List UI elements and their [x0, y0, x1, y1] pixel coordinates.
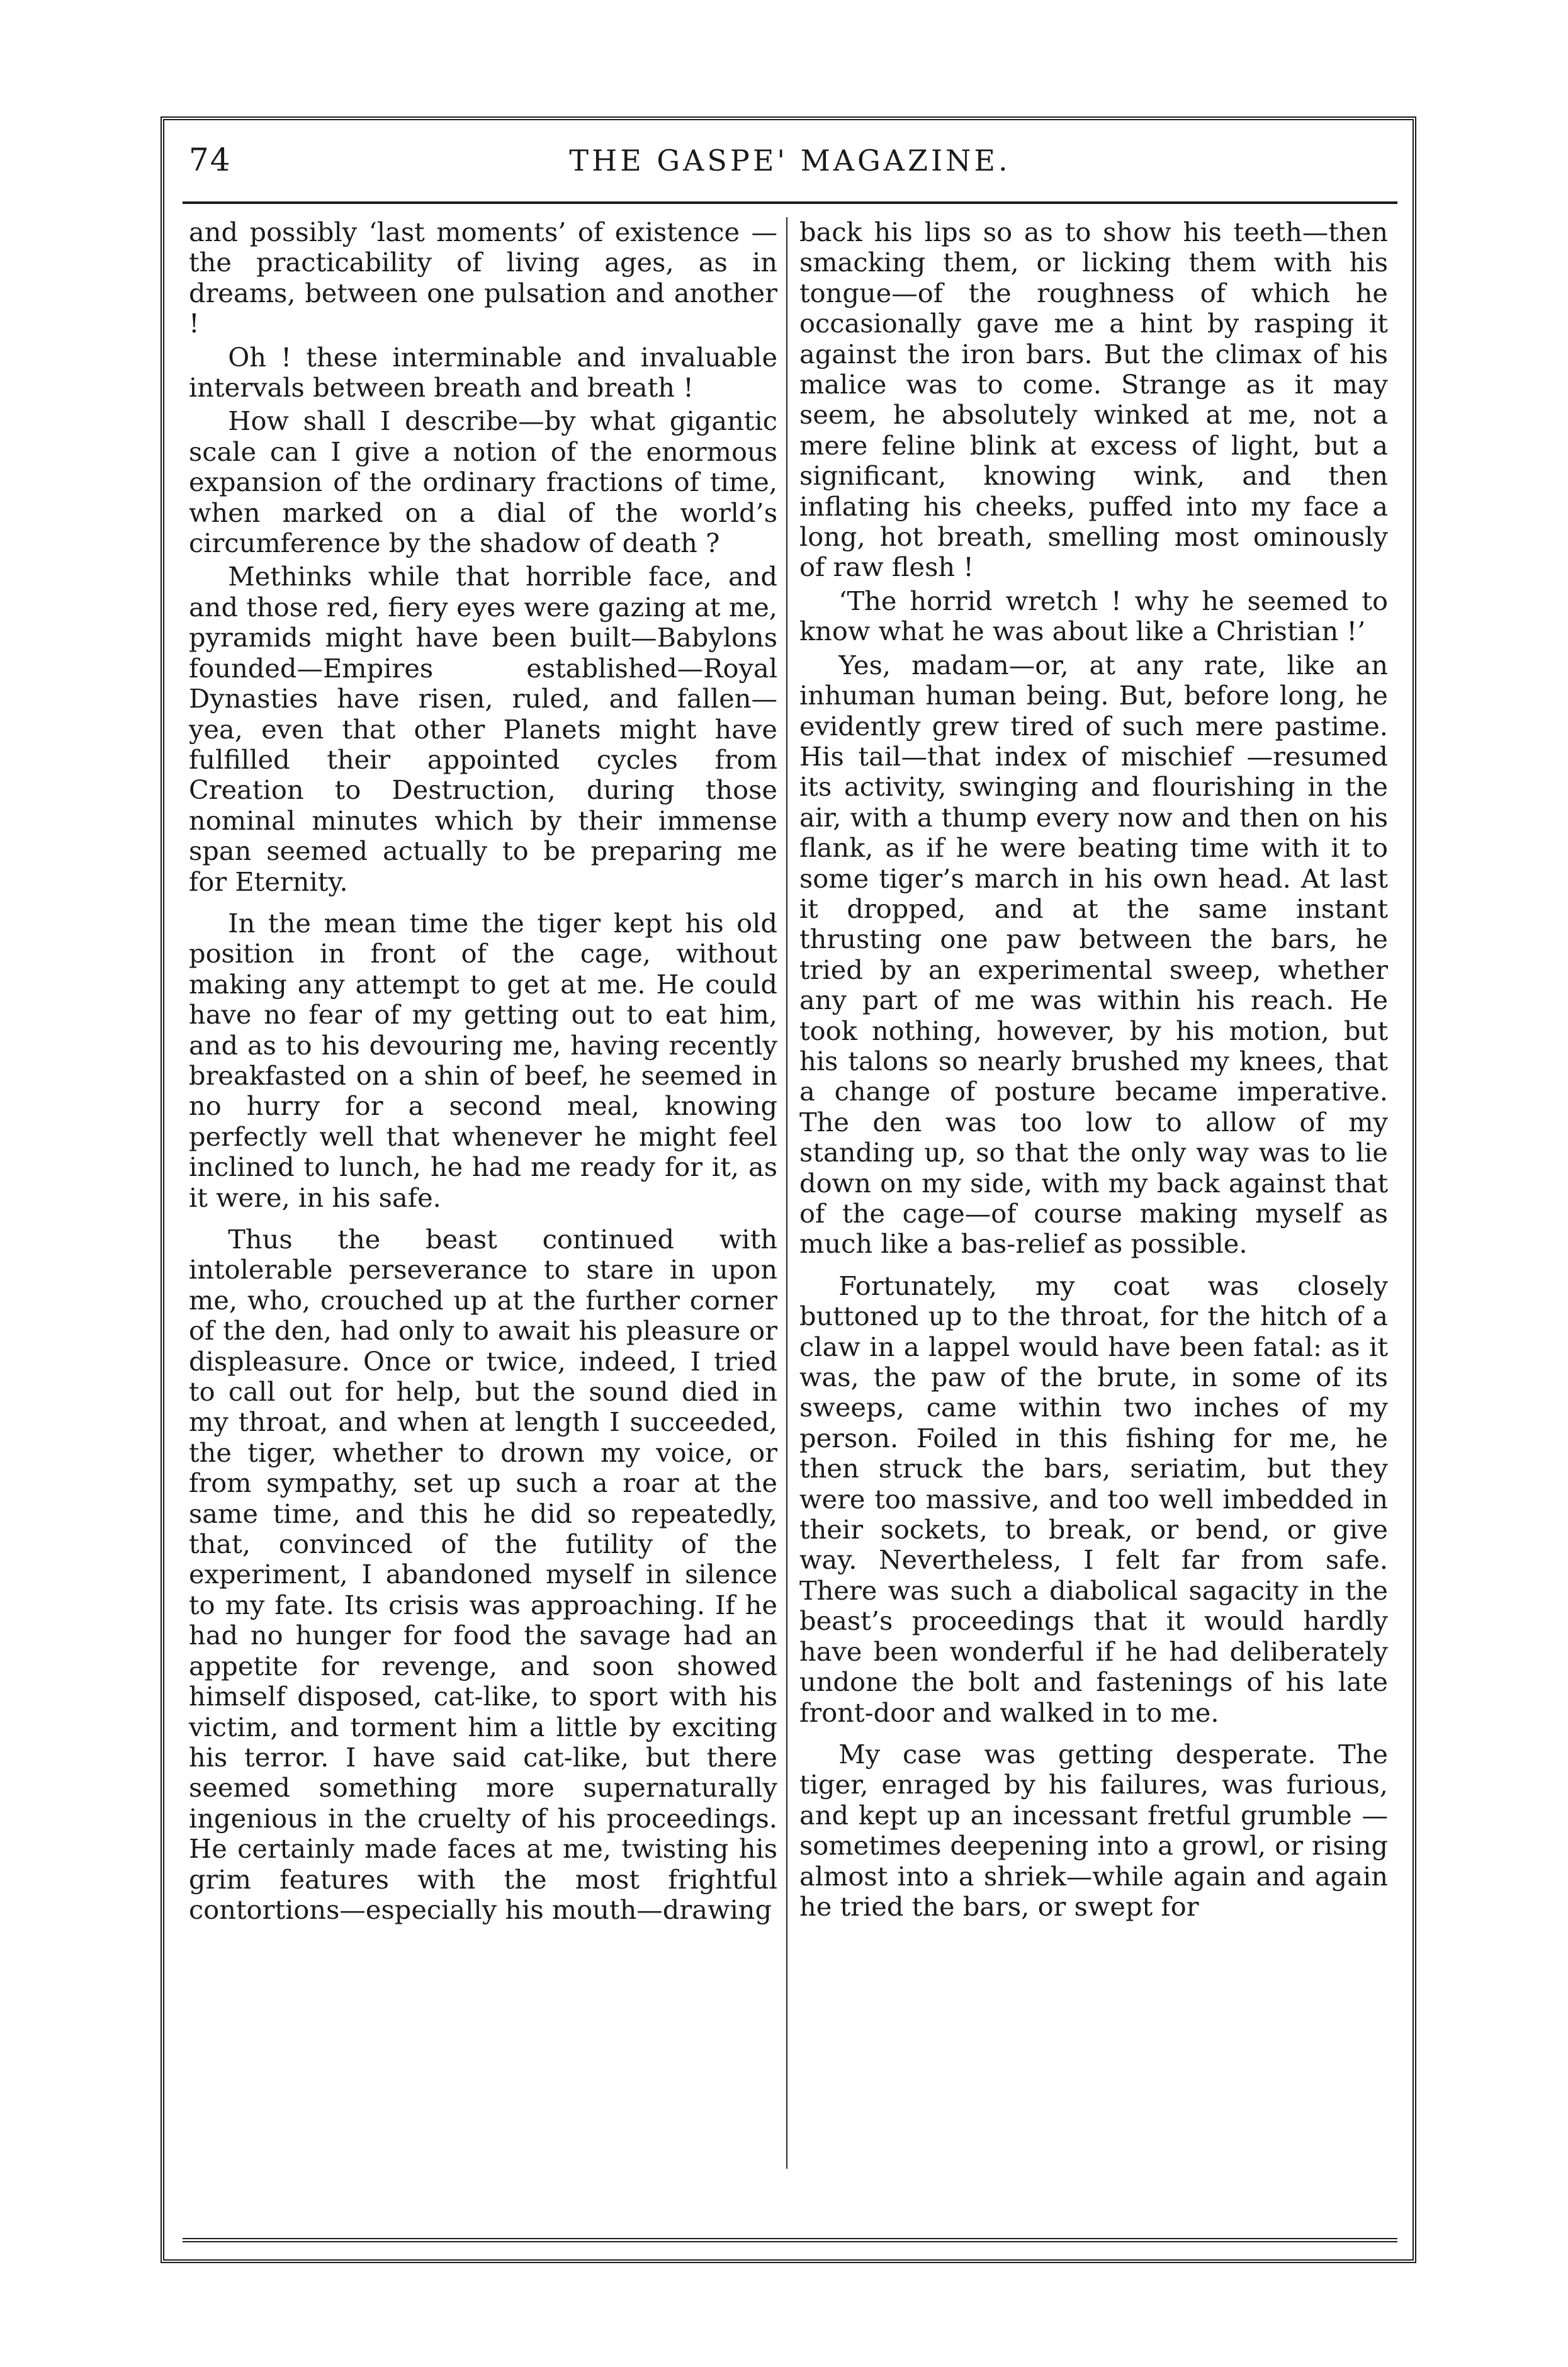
running-head: THE GASPE' MAGAZINE.	[569, 144, 1011, 178]
paragraph: ‘The horrid wretch ! why he seemed to know what he was about like a Christian !’	[799, 585, 1388, 647]
paragraph: How shall I describe—by what gigantic scale can I give a notion of the enormous expansion of the ordinary fractions of time, when marked on a dial of the world’s circumference by the shadow of death ?	[189, 405, 777, 559]
paragraph: Methinks while that horrible face, and and those red, fiery eyes were gazing at me, pyramids might have been built—Babylons founded—Empires established—Royal Dynasties have risen, ruled, and fallen—yea, even that other Planets might have fulfilled their appointed cycles from Creation to Destruction, during those nominal minutes which by their immense span seemed actually to be preparing me for Eternity.	[189, 561, 777, 897]
page-header	[183, 132, 1397, 204]
column-divider	[786, 217, 787, 2169]
paragraph: Fortunately, my coat was closely buttoned up to the throat, for the hitch of a claw in a lappel would have been fatal: as it was, the paw of the brute, in some of its sweeps, came within two inches of my person. Foiled in this fishing for me, he then struck the bars, seriatim, but they were too massive, and too well imbedded in their sockets, to break, or bend, or give way. Nevertheless, I felt far from safe. There was such a diabolical sagacity in the beast’s proceedings that it would hardly have been wonderful if he had deliberately undone the bolt and fastenings of his late front-door and walked in to me.	[799, 1270, 1388, 1728]
paragraph: and possibly ‘last moments’ of existence —the practicability of living ages, as in dreams, between one pulsation and another !	[189, 217, 777, 339]
paragraph: Oh ! these interminable and invaluable intervals between breath and breath !	[189, 341, 777, 404]
paragraph: Thus the beast continued with intolerable perseverance to stare in upon me, who, crouched up at the further corner of the den, had only to await his pleasure or displeasure. Once or twice, indeed, I tried to call out for help, but the sound died in my throat, and when at length I succeeded, the tiger, whether to drown my voice, or from sympathy, set up such a roar at the same time, and this he did so repeatedly, that, convinced of the futility of the experiment, I abandoned myself in silence to my fate. Its crisis was approaching. If he had no hunger for food the savage had an appetite for revenge, and soon showed himself disposed, cat-like, to sport with his victim, and torment him a little by exciting his terror. I have said cat-like, but there seemed something more supernaturally ingenious in the cruelty of his proceedings. He certainly made faces at me, twisting his grim features with the most frightful contortions—especially his mouth—drawing	[189, 1224, 777, 1925]
page-number: 74	[189, 142, 232, 178]
left-column	[189, 217, 777, 1925]
paragraph: back his lips so as to show his teeth—then smacking them, or licking them with his tongue—of the roughness of which he occasionally gave me a hint by rasping it against the iron bars. But the climax of his malice was to come. Strange as it may seem, he absolutely winked at me, not a mere feline blink at excess of light, but a significant, knowing wink, and then inflating his cheeks, puffed into my face a long, hot breath, smelling most ominously of raw flesh !	[799, 217, 1388, 583]
paragraph: My case was getting desperate. The tiger, enraged by his failures, was furious, and kept up an incessant fretful grumble —sometimes deepening into a growl, or rising almost into a shriek—while again and again he tried the bars, or swept for	[799, 1738, 1388, 1922]
paragraph: Yes, madam—or, at any rate, like an inhuman human being. But, before long, he evidently grew tired of such mere pastime. His tail—that index of mischief —resumed its activity, swinging and flourishing in the air, with a thump every now and then on his flank, as if he were beating time with it to some tiger’s march in his own head. At last it dropped, and at the same instant thrusting one paw between the bars, he tried by an experimental sweep, whether any part of me was within his reach. He took nothing, however, by his motion, but his talons so nearly brushed my knees, that a change of posture became imperative. The den was too low to allow of my standing up, so that the only way was to lie down on my side, with my back against that of the cage—of course making myself as much like a bas-relief as possible.	[799, 649, 1388, 1260]
bottom-rule	[183, 2238, 1397, 2242]
paragraph: In the mean time the tiger kept his old position in front of the cage, without making any attempt to get at me. He could have no fear of my getting out to eat him, and as to his devouring me, having recently breakfasted on a shin of beef, he seemed in no hurry for a second meal, knowing perfectly well that whenever he might feel inclined to lunch, he had me ready for it, as it were, in his safe.	[189, 907, 777, 1213]
right-column	[799, 217, 1388, 1922]
